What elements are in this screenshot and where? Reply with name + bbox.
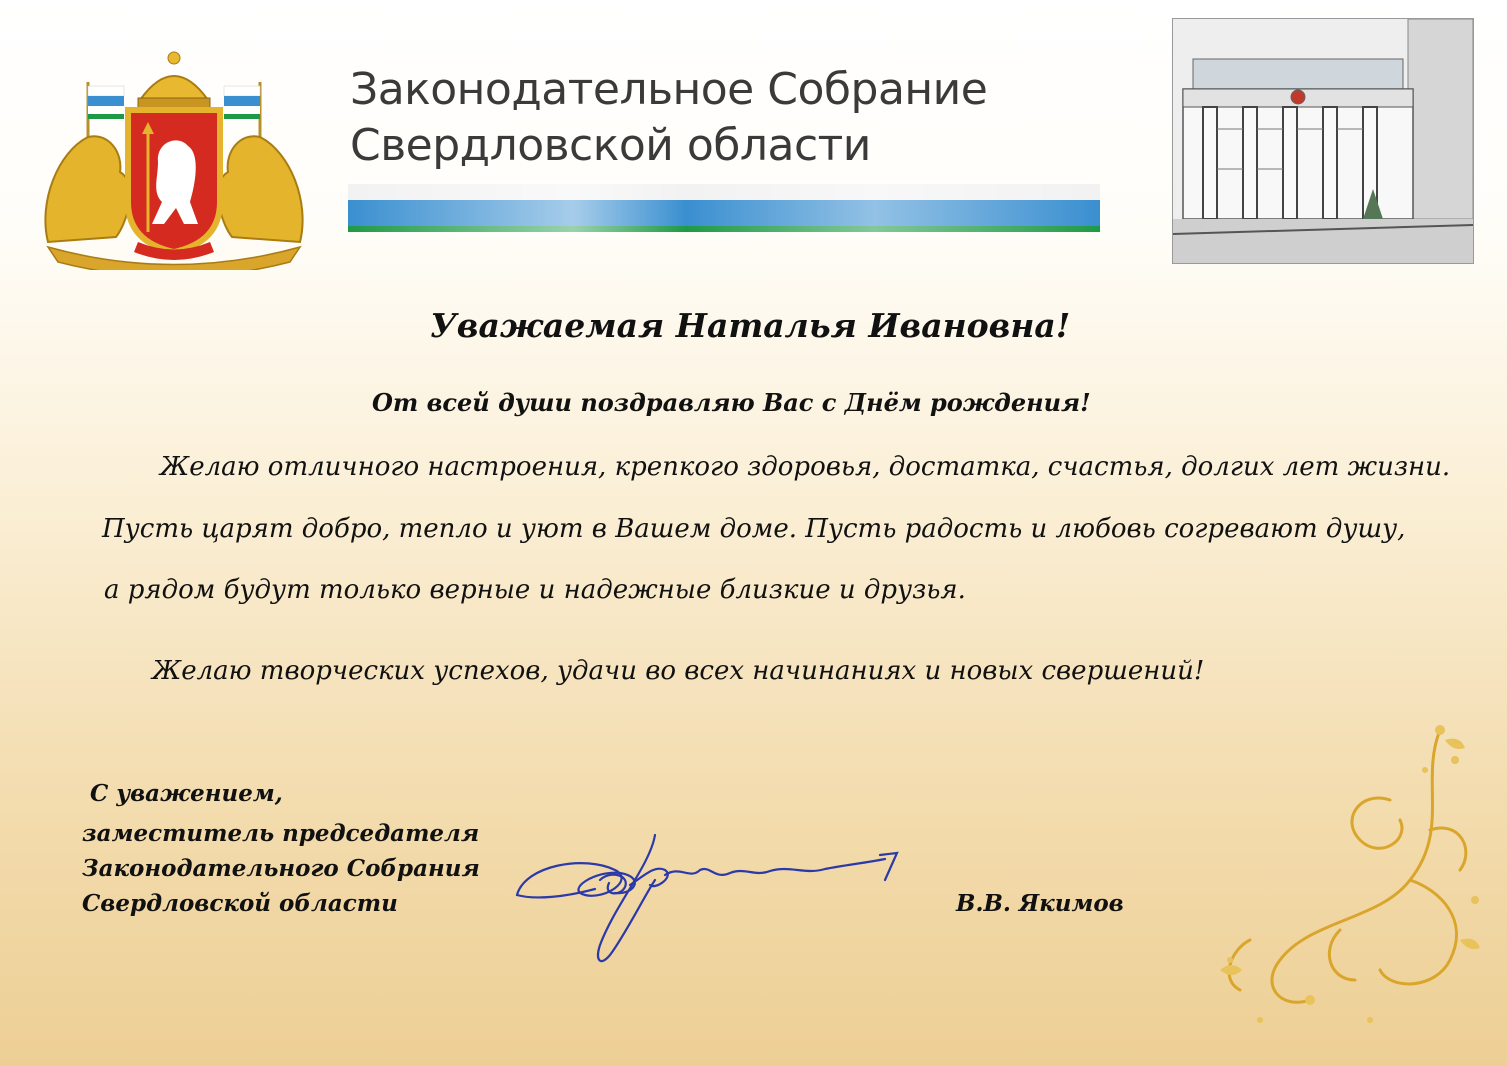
congratulation-line: От всей души поздравляю Вас с Днём рождения! bbox=[372, 388, 1091, 417]
greeting-heading: Уважаемая Наталья Ивановна! bbox=[430, 306, 1071, 345]
handwritten-signature bbox=[505, 825, 915, 995]
organization-title bbox=[350, 62, 1070, 174]
letter-paragraph-line: Желаю творческих успехов, удачи во всех начинаниях и новых свершений! bbox=[152, 656, 1205, 686]
signer-title-line: Свердловской области bbox=[82, 890, 398, 917]
letter-paragraph-line: а рядом будут только верные и надежные близкие и друзья. bbox=[104, 575, 966, 605]
signer-title-line: Законодательного Собрания bbox=[82, 855, 480, 882]
gold-floral-ornament bbox=[1190, 720, 1490, 1040]
closing-line: С уважением, bbox=[90, 780, 283, 807]
letter-paragraph-line: Пусть царят добро, тепло и уют в Вашем доме. Пусть радость и любовь согревают душу, bbox=[102, 514, 1406, 544]
signer-title-line: заместитель председателя bbox=[82, 820, 480, 847]
signer-name: В.В. Якимов bbox=[956, 890, 1124, 917]
parliament-building-image bbox=[1172, 18, 1474, 264]
flag-stripe-banner bbox=[348, 184, 1100, 236]
letter-paragraph-line: Желаю отличного настроения, крепкого здоровья, достатка, счастья, долгих лет жизни. bbox=[160, 452, 1451, 482]
coat-of-arms bbox=[28, 42, 320, 270]
organization-title-line2: Свердловской области bbox=[350, 120, 871, 171]
organization-title-line1: Законодательное Собрание bbox=[350, 64, 988, 115]
